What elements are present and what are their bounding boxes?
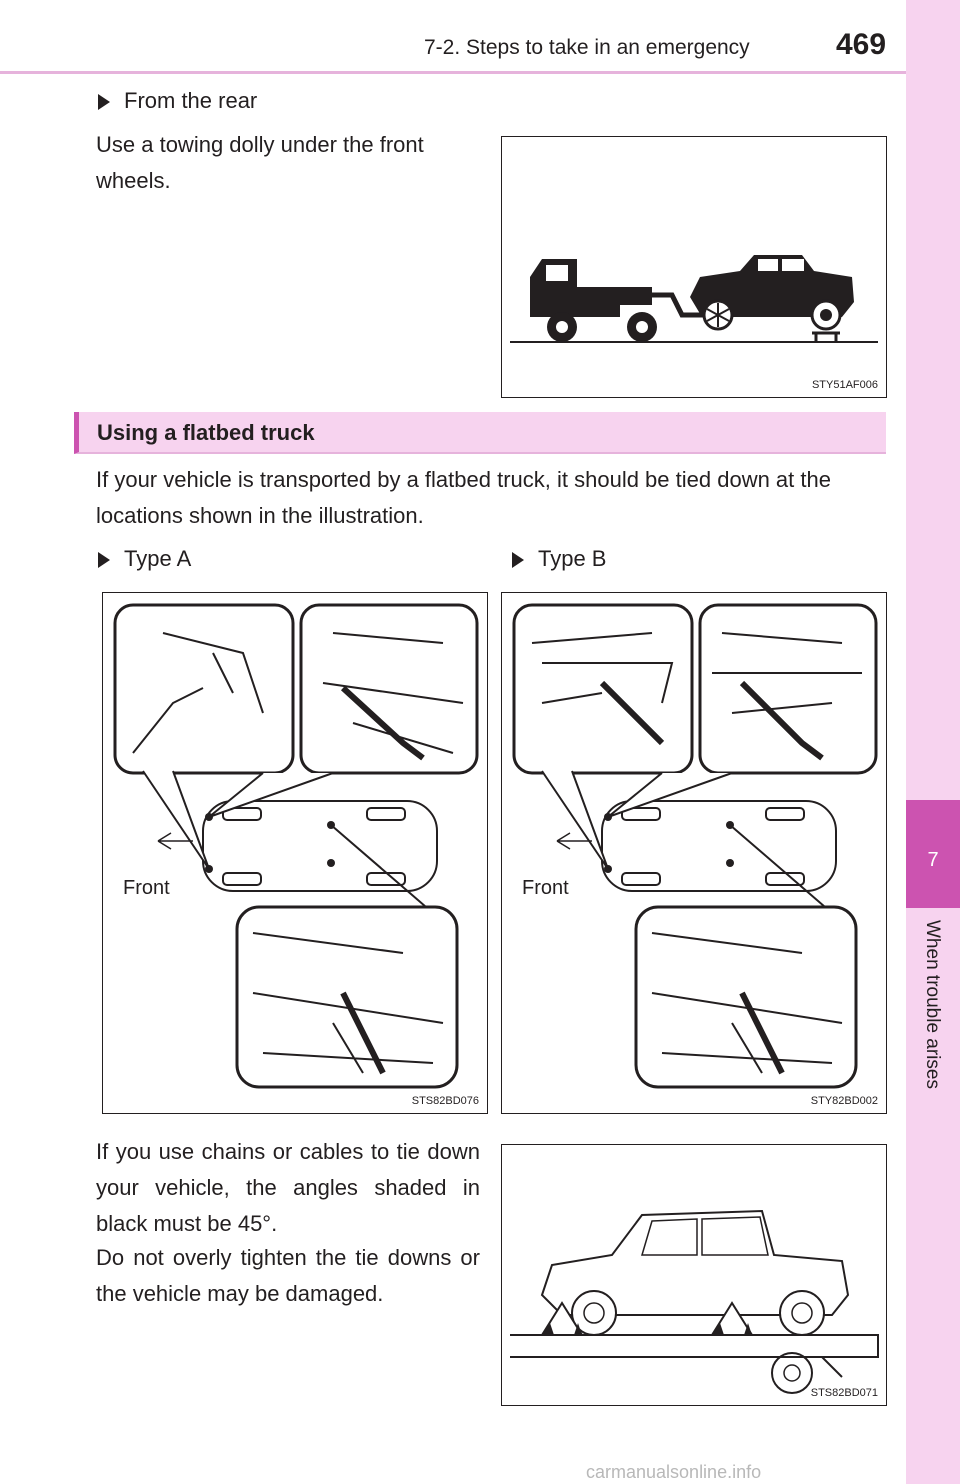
figure-code: STY82BD002	[810, 1095, 878, 1107]
bullet-label: Type B	[538, 546, 607, 571]
figure-code: STS82BD076	[411, 1095, 479, 1107]
towing-dolly-text: Use a towing dolly under the front wheels.	[96, 132, 424, 193]
section-heading-bar	[74, 412, 886, 454]
tiedown-illustration-type-a	[103, 593, 487, 1113]
figure-code: STY51AF006	[811, 379, 878, 391]
flatbed-illustration	[502, 1145, 886, 1405]
chapter-side-tab	[906, 0, 960, 1484]
header-divider	[0, 71, 906, 74]
figure-type-a	[102, 592, 488, 1114]
bullet-label: From the rear	[124, 88, 258, 113]
flatbed-text: If your vehicle is transported by a flatbed truck, it should be tied down at the locations shown in the illustration.	[96, 467, 831, 528]
front-label: Front	[522, 877, 569, 899]
figure-type-b	[501, 592, 887, 1114]
tiedown-illustration-type-b	[502, 593, 886, 1113]
bullet-from-the-rear	[98, 88, 257, 114]
chapter-number: 7	[906, 800, 960, 908]
front-label: Front	[123, 877, 170, 899]
bullet-triangle-icon	[98, 94, 110, 110]
figure-code: STS82BD071	[810, 1387, 878, 1399]
bullet-triangle-icon	[98, 552, 110, 568]
watermark: carmanualsonline.info	[586, 1462, 762, 1482]
tiedown-angle-text: If you use chains or cables to tie down your vehicle, the angles shaded in black must be 45°.	[96, 1139, 480, 1236]
bullet-triangle-icon	[512, 552, 524, 568]
figure-towing-dolly	[501, 136, 887, 398]
page-number: 469	[836, 28, 887, 61]
chapter-title-text: When trouble arises	[922, 920, 943, 1089]
towing-illustration	[502, 137, 886, 397]
tiedown-warning-text: Do not overly tighten the tie downs or the vehicle may be damaged.	[96, 1245, 480, 1306]
section-heading: Using a flatbed truck	[97, 420, 315, 445]
bullet-type-a	[98, 546, 191, 572]
figure-flatbed-tiedown	[501, 1144, 887, 1406]
bullet-label: Type A	[124, 546, 192, 571]
bullet-type-b	[512, 546, 606, 572]
section-title: 7-2. Steps to take in an emergency	[424, 36, 750, 59]
chapter-title	[906, 920, 960, 1160]
